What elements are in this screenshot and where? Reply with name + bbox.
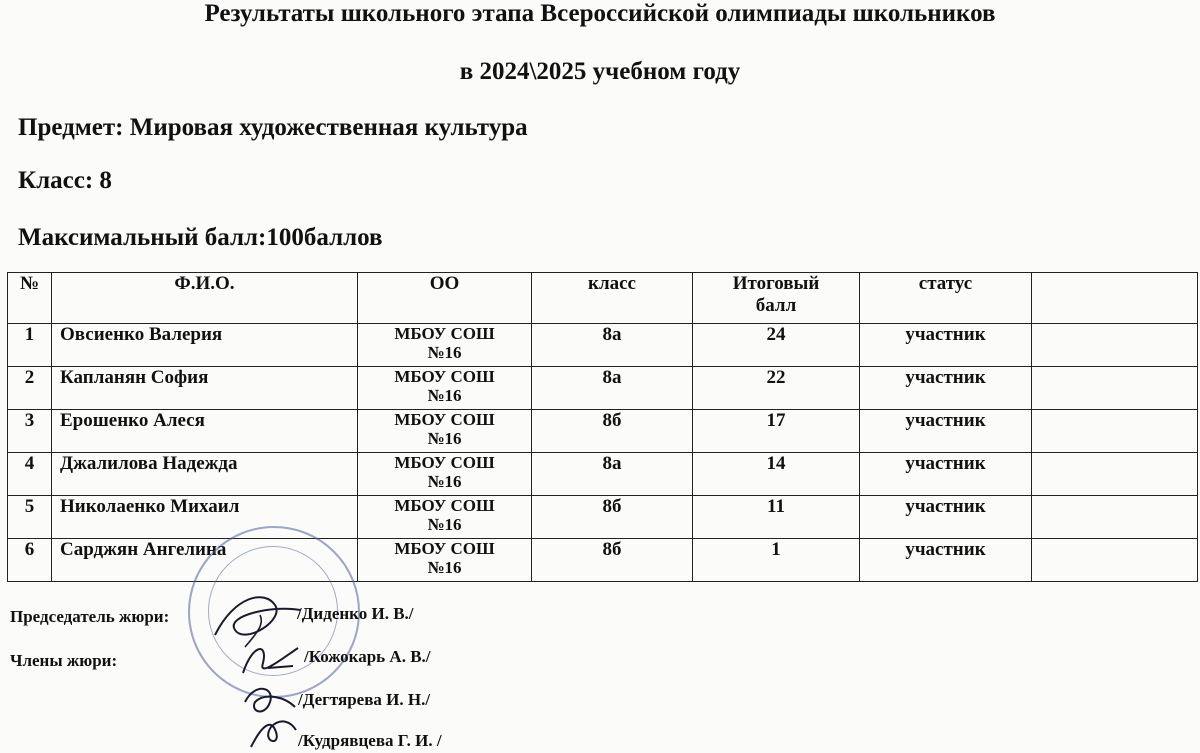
table-row (8, 410, 1198, 453)
class-cell: 8а (532, 324, 693, 367)
class-cell: 8а (532, 453, 693, 496)
school-number: №16 (427, 386, 462, 405)
title-line-1: Результаты школьного этапа Всероссийской олимпиады школьников (204, 0, 996, 27)
participant-name: Сарджян Ангелина (52, 539, 358, 582)
empty-cell (1032, 539, 1198, 582)
jury-member-3: /Кудрявцева Г. И. / (298, 731, 442, 750)
school-name: МБОУ СОШ (394, 410, 495, 429)
table-row (8, 496, 1198, 539)
school-name: МБОУ СОШ (394, 539, 495, 558)
status-cell: участник (860, 410, 1032, 453)
school-name: МБОУ СОШ (394, 367, 495, 386)
score-cell: 11 (693, 496, 860, 539)
participant-name: Джалилова Надежда (52, 453, 358, 496)
jury-members-label: Члены жюри: (10, 651, 118, 670)
jury-chair-name: /Диденко И. В./ (297, 604, 414, 623)
col-header-school: ОО (358, 273, 532, 324)
col-header-empty (1032, 273, 1198, 324)
score-cell: 22 (693, 367, 860, 410)
status-cell: участник (860, 539, 1032, 582)
row-number: 5 (8, 496, 52, 539)
status-cell: участник (860, 496, 1032, 539)
table-header-row (8, 273, 1198, 324)
table-row (8, 539, 1198, 582)
subject-line: Предмет: Мировая художественная культура (18, 114, 528, 141)
row-number: 3 (8, 410, 52, 453)
school-name: МБОУ СОШ (394, 453, 495, 472)
signature-member1-icon (238, 638, 308, 683)
score-cell: 14 (693, 453, 860, 496)
signature-member3-icon (246, 712, 301, 752)
school-number: №16 (427, 515, 462, 534)
results-table (7, 272, 1198, 582)
status-cell: участник (860, 453, 1032, 496)
class-cell: 8б (532, 539, 693, 582)
status-cell: участник (860, 367, 1032, 410)
col-header-class: класс (532, 273, 693, 324)
score-cell: 1 (693, 539, 860, 582)
participant-name: Ерошенко Алеся (52, 410, 358, 453)
grade-line: Класс: 8 (18, 167, 112, 194)
col-header-number: № (8, 273, 52, 324)
status-cell: участник (860, 324, 1032, 367)
school-number: №16 (427, 472, 462, 491)
title-line-2: в 2024\2025 учебном году (459, 58, 741, 85)
school-number: №16 (427, 343, 462, 362)
class-cell: 8б (532, 410, 693, 453)
score-cell: 24 (693, 324, 860, 367)
table-row (8, 367, 1198, 410)
col-header-score: Итоговый балл (693, 273, 860, 324)
col-header-status: статус (860, 273, 1032, 324)
table-row (8, 324, 1198, 367)
school-number: №16 (427, 558, 462, 577)
school-name: МБОУ СОШ (394, 496, 495, 515)
participant-name: Капланян София (52, 367, 358, 410)
class-cell: 8б (532, 496, 693, 539)
score-cell: 17 (693, 410, 860, 453)
empty-cell (1032, 410, 1198, 453)
school-cell (358, 539, 532, 582)
school-cell (358, 367, 532, 410)
jury-member-1: /Кожокарь А. В./ (304, 647, 431, 666)
empty-cell (1032, 367, 1198, 410)
class-cell: 8а (532, 367, 693, 410)
col-header-name: Ф.И.О. (52, 273, 358, 324)
school-name: МБОУ СОШ (394, 324, 495, 343)
school-cell (358, 324, 532, 367)
table-row (8, 453, 1198, 496)
row-number: 4 (8, 453, 52, 496)
empty-cell (1032, 453, 1198, 496)
row-number: 1 (8, 324, 52, 367)
participant-name: Овсиенко Валерия (52, 324, 358, 367)
school-cell (358, 496, 532, 539)
jury-member-2: /Дегтярева И. Н./ (298, 690, 431, 709)
max-score-line: Максимальный балл:100баллов (18, 224, 383, 251)
participant-name: Николаенко Михаил (52, 496, 358, 539)
row-number: 6 (8, 539, 52, 582)
school-cell (358, 410, 532, 453)
jury-chair-label: Председатель жюри: (10, 607, 170, 626)
empty-cell (1032, 324, 1198, 367)
row-number: 2 (8, 367, 52, 410)
school-number: №16 (427, 429, 462, 448)
school-cell (358, 453, 532, 496)
empty-cell (1032, 496, 1198, 539)
